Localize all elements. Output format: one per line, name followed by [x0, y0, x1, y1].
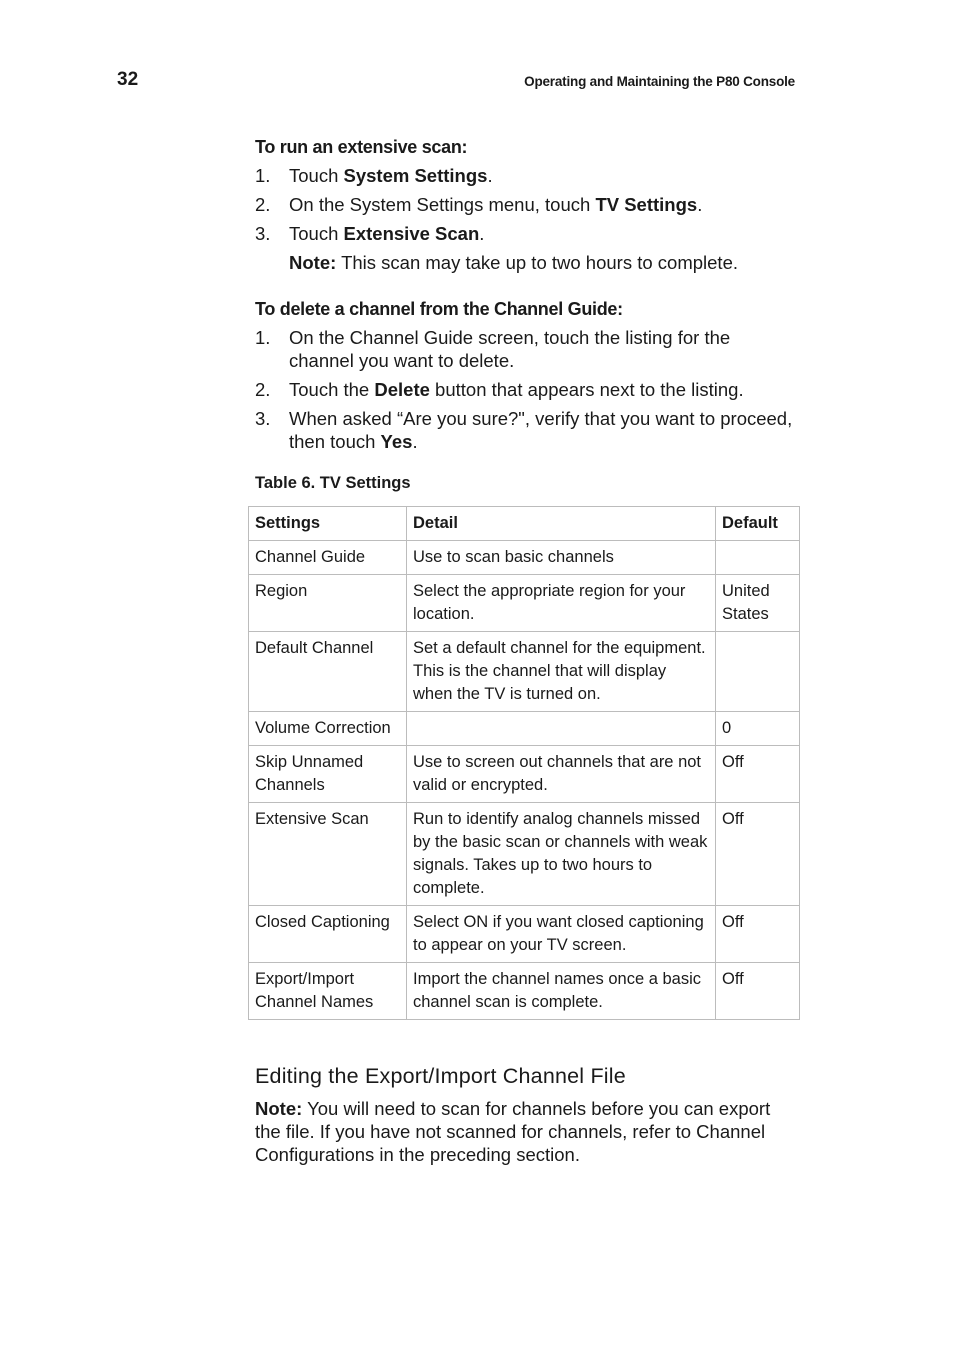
step-text-end: . [479, 223, 485, 244]
step-item [255, 407, 800, 453]
step-number: 2. [255, 194, 271, 215]
step-text-end: . [487, 165, 493, 186]
delete-channel-procedure [255, 297, 800, 453]
procedure-title: To run an extensive scan: [255, 137, 468, 157]
delete-channel-steps [255, 326, 800, 453]
step-text: When asked “Are you sure?", verify that you want to proceed, then touch [289, 408, 793, 452]
step-text: On the System Settings menu, touch [289, 194, 596, 215]
detail-cell: Set a default channel for the equipment. This is the channel that will display when the TV is turned on. [407, 632, 716, 712]
step-text: Touch [289, 165, 344, 186]
step-item [255, 164, 800, 187]
setting-cell: Skip Unnamed Channels [249, 746, 407, 803]
note-label: Note: [255, 1098, 303, 1119]
export-note [255, 1097, 800, 1166]
step-emphasis: System Settings [343, 165, 488, 186]
setting-cell: Volume Correction [249, 712, 407, 746]
step-text: On the Channel Guide screen, touch the listing for the channel you want to delete. [289, 327, 731, 371]
table-row [249, 712, 800, 746]
default-cell: Off [716, 963, 800, 1020]
setting-cell: Default Channel [249, 632, 407, 712]
step-number: 1. [255, 327, 271, 348]
page-number: 32 [117, 69, 139, 90]
setting-cell: Export/Import Channel Names [249, 963, 407, 1020]
default-cell: Off [716, 803, 800, 906]
step-emphasis: Extensive Scan [343, 223, 480, 244]
scan-note [255, 251, 800, 274]
table-row [249, 963, 800, 1020]
step-emphasis: Yes [380, 431, 413, 452]
extensive-scan-steps [255, 164, 800, 245]
step-number: 2. [255, 379, 271, 400]
tv-settings-table [248, 506, 800, 1020]
step-item [255, 193, 800, 216]
column-header-detail: Detail [407, 507, 716, 541]
default-cell: Off [716, 906, 800, 963]
column-header-default: Default [716, 507, 800, 541]
note-text: You will need to scan for channels before you can export the file. If you have not scanned for channels, refer to Channel Configurations in the preceding section. [255, 1098, 771, 1165]
step-emphasis: TV Settings [595, 194, 698, 215]
step-text-end: button that appears next to the listing. [429, 379, 744, 400]
table-row [249, 575, 800, 632]
section-heading: Editing the Export/Import Channel File [255, 1064, 626, 1088]
step-item [255, 378, 800, 401]
step-number: 1. [255, 165, 271, 186]
detail-cell: Select ON if you want closed captioning to appear on your TV screen. [407, 906, 716, 963]
column-header-settings: Settings [249, 507, 407, 541]
step-number: 3. [255, 408, 271, 429]
default-cell: United States [716, 575, 800, 632]
table-caption: Table 6. TV Settings [255, 474, 411, 492]
default-cell: Off [716, 746, 800, 803]
detail-cell: Use to screen out channels that are not valid or encrypted. [407, 746, 716, 803]
step-text: Touch [289, 223, 344, 244]
step-number: 3. [255, 223, 271, 244]
table-row [249, 746, 800, 803]
note-label: Note: [289, 252, 337, 273]
step-item [255, 222, 800, 245]
step-text-end: . [412, 431, 418, 452]
step-item [255, 326, 800, 372]
setting-cell: Closed Captioning [249, 906, 407, 963]
table-header-row [249, 507, 800, 541]
step-text: Touch the [289, 379, 375, 400]
table-row [249, 803, 800, 906]
default-cell: 0 [716, 712, 800, 746]
running-header: Operating and Maintaining the P80 Console [524, 74, 795, 89]
table-row [249, 906, 800, 963]
extensive-scan-procedure [255, 135, 800, 274]
step-emphasis: Delete [374, 379, 430, 400]
default-cell [716, 541, 800, 575]
detail-cell: Select the appropriate region for your location. [407, 575, 716, 632]
procedure-title: To delete a channel from the Channel Guide: [255, 299, 623, 319]
step-text-end: . [697, 194, 703, 215]
table-row [249, 541, 800, 575]
setting-cell: Region [249, 575, 407, 632]
default-cell [716, 632, 800, 712]
note-text: This scan may take up to two hours to complete. [336, 252, 738, 273]
detail-cell: Run to identify analog channels missed by the basic scan or channels with weak signals. Takes up to two hours to complete. [407, 803, 716, 906]
detail-cell: Import the channel names once a basic channel scan is complete. [407, 963, 716, 1020]
setting-cell: Extensive Scan [249, 803, 407, 906]
setting-cell: Channel Guide [249, 541, 407, 575]
main-content [255, 135, 800, 494]
detail-cell: Use to scan basic channels [407, 541, 716, 575]
detail-cell [407, 712, 716, 746]
table-row [249, 632, 800, 712]
